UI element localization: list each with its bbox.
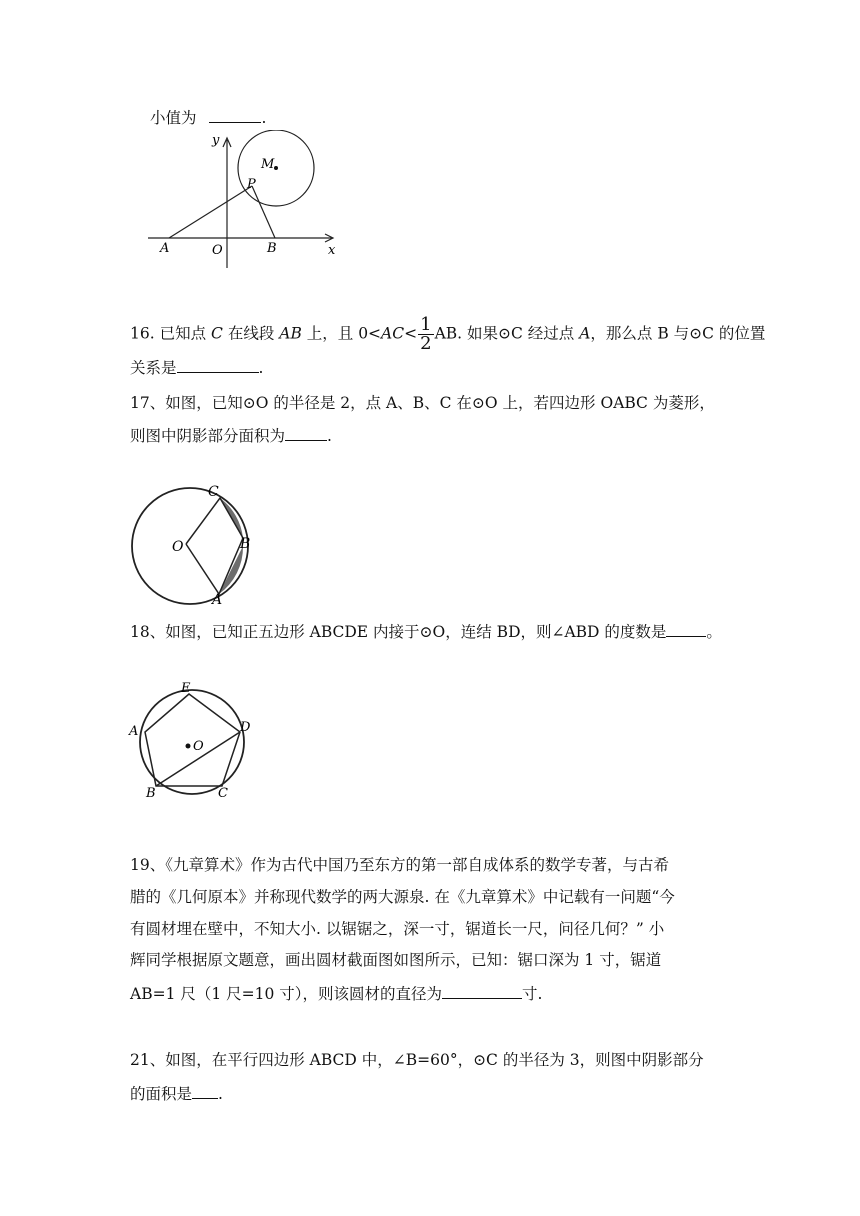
- q19-line1: 19、《九章算术》作为古代中国乃至东方的第一部自成体系的数学专著，与古希: [130, 856, 669, 874]
- q17-line1: 17、如图，已知⊙O 的半径是 2，点 A、B、C 在⊙O 上，若四边形 OABC 为菱形，: [130, 394, 715, 412]
- center-dot: [186, 744, 191, 749]
- q16-frac-num: 1: [420, 314, 432, 335]
- q15-end: .: [261, 109, 267, 127]
- q17-figure: [120, 480, 260, 610]
- q17-end: .: [327, 427, 332, 445]
- label-m: M: [261, 157, 275, 172]
- q16-answer-blank[interactable]: [177, 356, 259, 373]
- q18-figure: [126, 680, 256, 800]
- q16-end: .: [258, 359, 264, 377]
- label-p: P: [247, 177, 256, 192]
- q16-text-c: 上，且 0<: [301, 324, 382, 343]
- q19-answer-blank[interactable]: [442, 982, 522, 999]
- q15-tail-line: [150, 106, 266, 128]
- q16-ab: AB: [279, 324, 302, 343]
- q17-line2-text: 则图中阴影部分面积为: [130, 427, 286, 445]
- q19-line3: 有圆材埋在壁中，不知大小. 以锯锯之，深一寸，锯道长一尺，问径几何？” 小: [130, 920, 665, 938]
- label-a: A: [160, 241, 170, 256]
- q16-a: A: [579, 324, 591, 343]
- q16-text-f: ，那么点 B 与⊙C 的位置: [590, 324, 766, 343]
- q16-line1: [130, 316, 765, 353]
- q21-answer-blank[interactable]: [192, 1082, 218, 1099]
- q21-end: .: [218, 1085, 223, 1103]
- q19-line5-text: AB=1 尺（1 尺=10 寸），则该圆材的直径为: [130, 985, 443, 1003]
- label-o: O: [212, 243, 223, 258]
- q18-line1-text: 18、如图，已知正五边形 ABCDE 内接于⊙O，连结 BD，则∠ABD 的度数是: [130, 623, 667, 641]
- q19-line4: 辉同学根据原文题意，画出圆材截面图如图所示，已知：锯口深为 1 寸，锯道: [130, 951, 662, 969]
- label-o: O: [172, 539, 184, 555]
- q21-line1: 21、如图，在平行四边形 ABCD 中，∠B=60°，⊙C 的半径为 3，则图中阴影部分: [130, 1051, 704, 1069]
- q18-answer-blank[interactable]: [666, 620, 706, 637]
- q16-frac-den: 2: [420, 333, 432, 354]
- q18-end: 。: [706, 623, 722, 641]
- q17-answer-blank[interactable]: [285, 424, 327, 441]
- label-y: y: [212, 133, 220, 148]
- q19-unit: 寸.: [522, 985, 543, 1003]
- q16-text-e: AB. 如果⊙C 经过点: [434, 324, 580, 343]
- q16-text-b: 在线段: [222, 324, 280, 343]
- label-e: E: [181, 681, 191, 696]
- q21-line2-text: 的面积是: [130, 1085, 193, 1103]
- label-c: C: [208, 484, 219, 500]
- q16-fraction: [418, 316, 433, 353]
- q15-figure: [140, 130, 350, 270]
- q19-line5: [130, 982, 542, 1004]
- label-o: O: [193, 739, 204, 754]
- q16-line2: [130, 356, 263, 378]
- label-b: B: [146, 786, 156, 800]
- label-a: A: [212, 592, 223, 608]
- label-d: D: [240, 720, 251, 735]
- label-a: A: [129, 724, 139, 739]
- point-m-dot: [274, 166, 278, 170]
- q15-answer-blank[interactable]: [209, 106, 261, 123]
- q19-line2: 腊的《几何原本》并称现代数学的两大源泉. 在《九章算术》中记载有一问题“今: [130, 888, 675, 906]
- q18-line1: [130, 620, 722, 642]
- label-c: C: [218, 786, 228, 800]
- q16-number: 16.: [130, 324, 155, 343]
- q16-c: C: [211, 324, 223, 343]
- q16-line2-text: 关系是: [130, 359, 177, 377]
- q16-text-a: 已知点: [154, 324, 212, 343]
- q15-tail-text: 小值为: [150, 109, 197, 127]
- q17-line2: [130, 424, 332, 446]
- q16-text-d: <: [404, 324, 418, 343]
- q16-ac: AC: [381, 324, 405, 343]
- q21-line2: [130, 1082, 223, 1104]
- label-b: B: [240, 536, 251, 552]
- label-b: B: [267, 241, 277, 256]
- label-x: x: [328, 243, 336, 258]
